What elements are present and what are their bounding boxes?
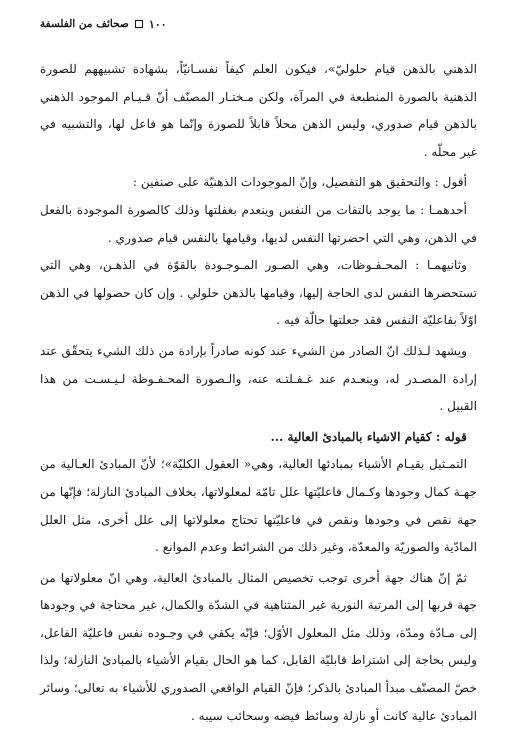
paragraph-1: الذهني بالذهن قيام حلوليّ»، فيكون العلم كيفاً نفسـانيّاً، بشهادة تشبيههم للصورة الذهنية بالصورة المنطبعة في المرآة، ولكن مـختـار المصنّف أنّ قـيـام الموجود الذهني بالذهن قيام صدوري، وليس الذهن محلاً قابلاً للصورة وإنّما هو فاعل لها، والتشبيه في غير محلّه . [40,62,477,159]
paragraph-6: التمـثيل بقيـام الأشياء بمبادئها العالية، وهي« العقول الكليّة»؛ لأنّ المبادئ العـالية من جهـة كمال وجودها وكـمال فاعليّتها علل تامّة لمعلولاتها، بخلاف المبادئ النازلة؛ فإنّها من جهة نقص في وجودها ونقص في فاعليّتها تحتاج معلولاتها إلى علل أخرى، مثل العلل المادّية والصوريّة والمعدّة، وغير ذلك من الشرائط وعدم الموانع . [40,457,477,555]
commentary-heading: قوله : كقيام الاشياء بالمبادئ العالية ... [270,429,467,444]
paragraph-7: ثمّ إنّ هناك جهة أخرى توجب تخصيص المثال بالمبادئ العالية، وهي انّ معلولاتها من جهة قربها إلى المرتبة النورية غير المتناهية في الشدّة والكمال، غير محتاجة في وجودها إلى مـادّة ومدّة، وذلك مثل المعلول الأوّل؛ فإنّه يكفي في وجـوده نفس فاعليّة الفاعل، وليس بحاجة إلى اشتراط قابليّة القابل، كما هو الحال بقيام الأشياء بالمبادئ النازلة؛ ولذا خصّ المصنّف مبدأ المبادئ بالذكر؛ فإنّ القيام الواقعي الصدوري للأشياء به تعالى؛ وسائر المبادئ عالية كانت أو نازلة وسائط فيضه وسحائب سيبه . [40,570,477,723]
paragraph-2: أقول : والتحقيق هو التفصيل، وإنّ الموجودات الذهنيّة على صنفين : [132,175,467,190]
page-header [40,14,477,34]
square-ornament-icon [135,20,143,28]
book-page [40,14,477,730]
paragraph-3: أحدهمـا : ما يوجد بالتفات من النفس وينعدم بغفلتها وذلك كالصورة الموجودة بالفعل في الذهن، وهي التي احضرتها النفس لديها، وقيامها بالنفس قيام صدوري . [40,202,477,245]
page-number: ١٠٠ [148,17,167,31]
running-title: صحائف من الفلسفة [40,18,129,30]
page-body [40,56,477,730]
paragraph-4: وثانيهمـا : المحـفـوظات، وهي الصـور المـوجـودة بالقوّة في الذهـن، وهي التي تستحضرها النفس لدى الحاجة إليها، وقيامها بالذهن حلولي . وإن كان حصولها في الذهن اوّلاً بفاعليّة النفس فقد جعلتها حالّة فيه . [40,258,477,328]
paragraph-5: ويشهد لـذلك انّ الصادر من الشيء عند كونه صادراً بإرادة من ذلك الشيء يتحقّق عند إرادة المصـدر له، وينعـدم عند غـفـلتـه عنه، والـصورة المحـفـوظة لـيـسـت من هذا القبيل . [40,343,477,414]
